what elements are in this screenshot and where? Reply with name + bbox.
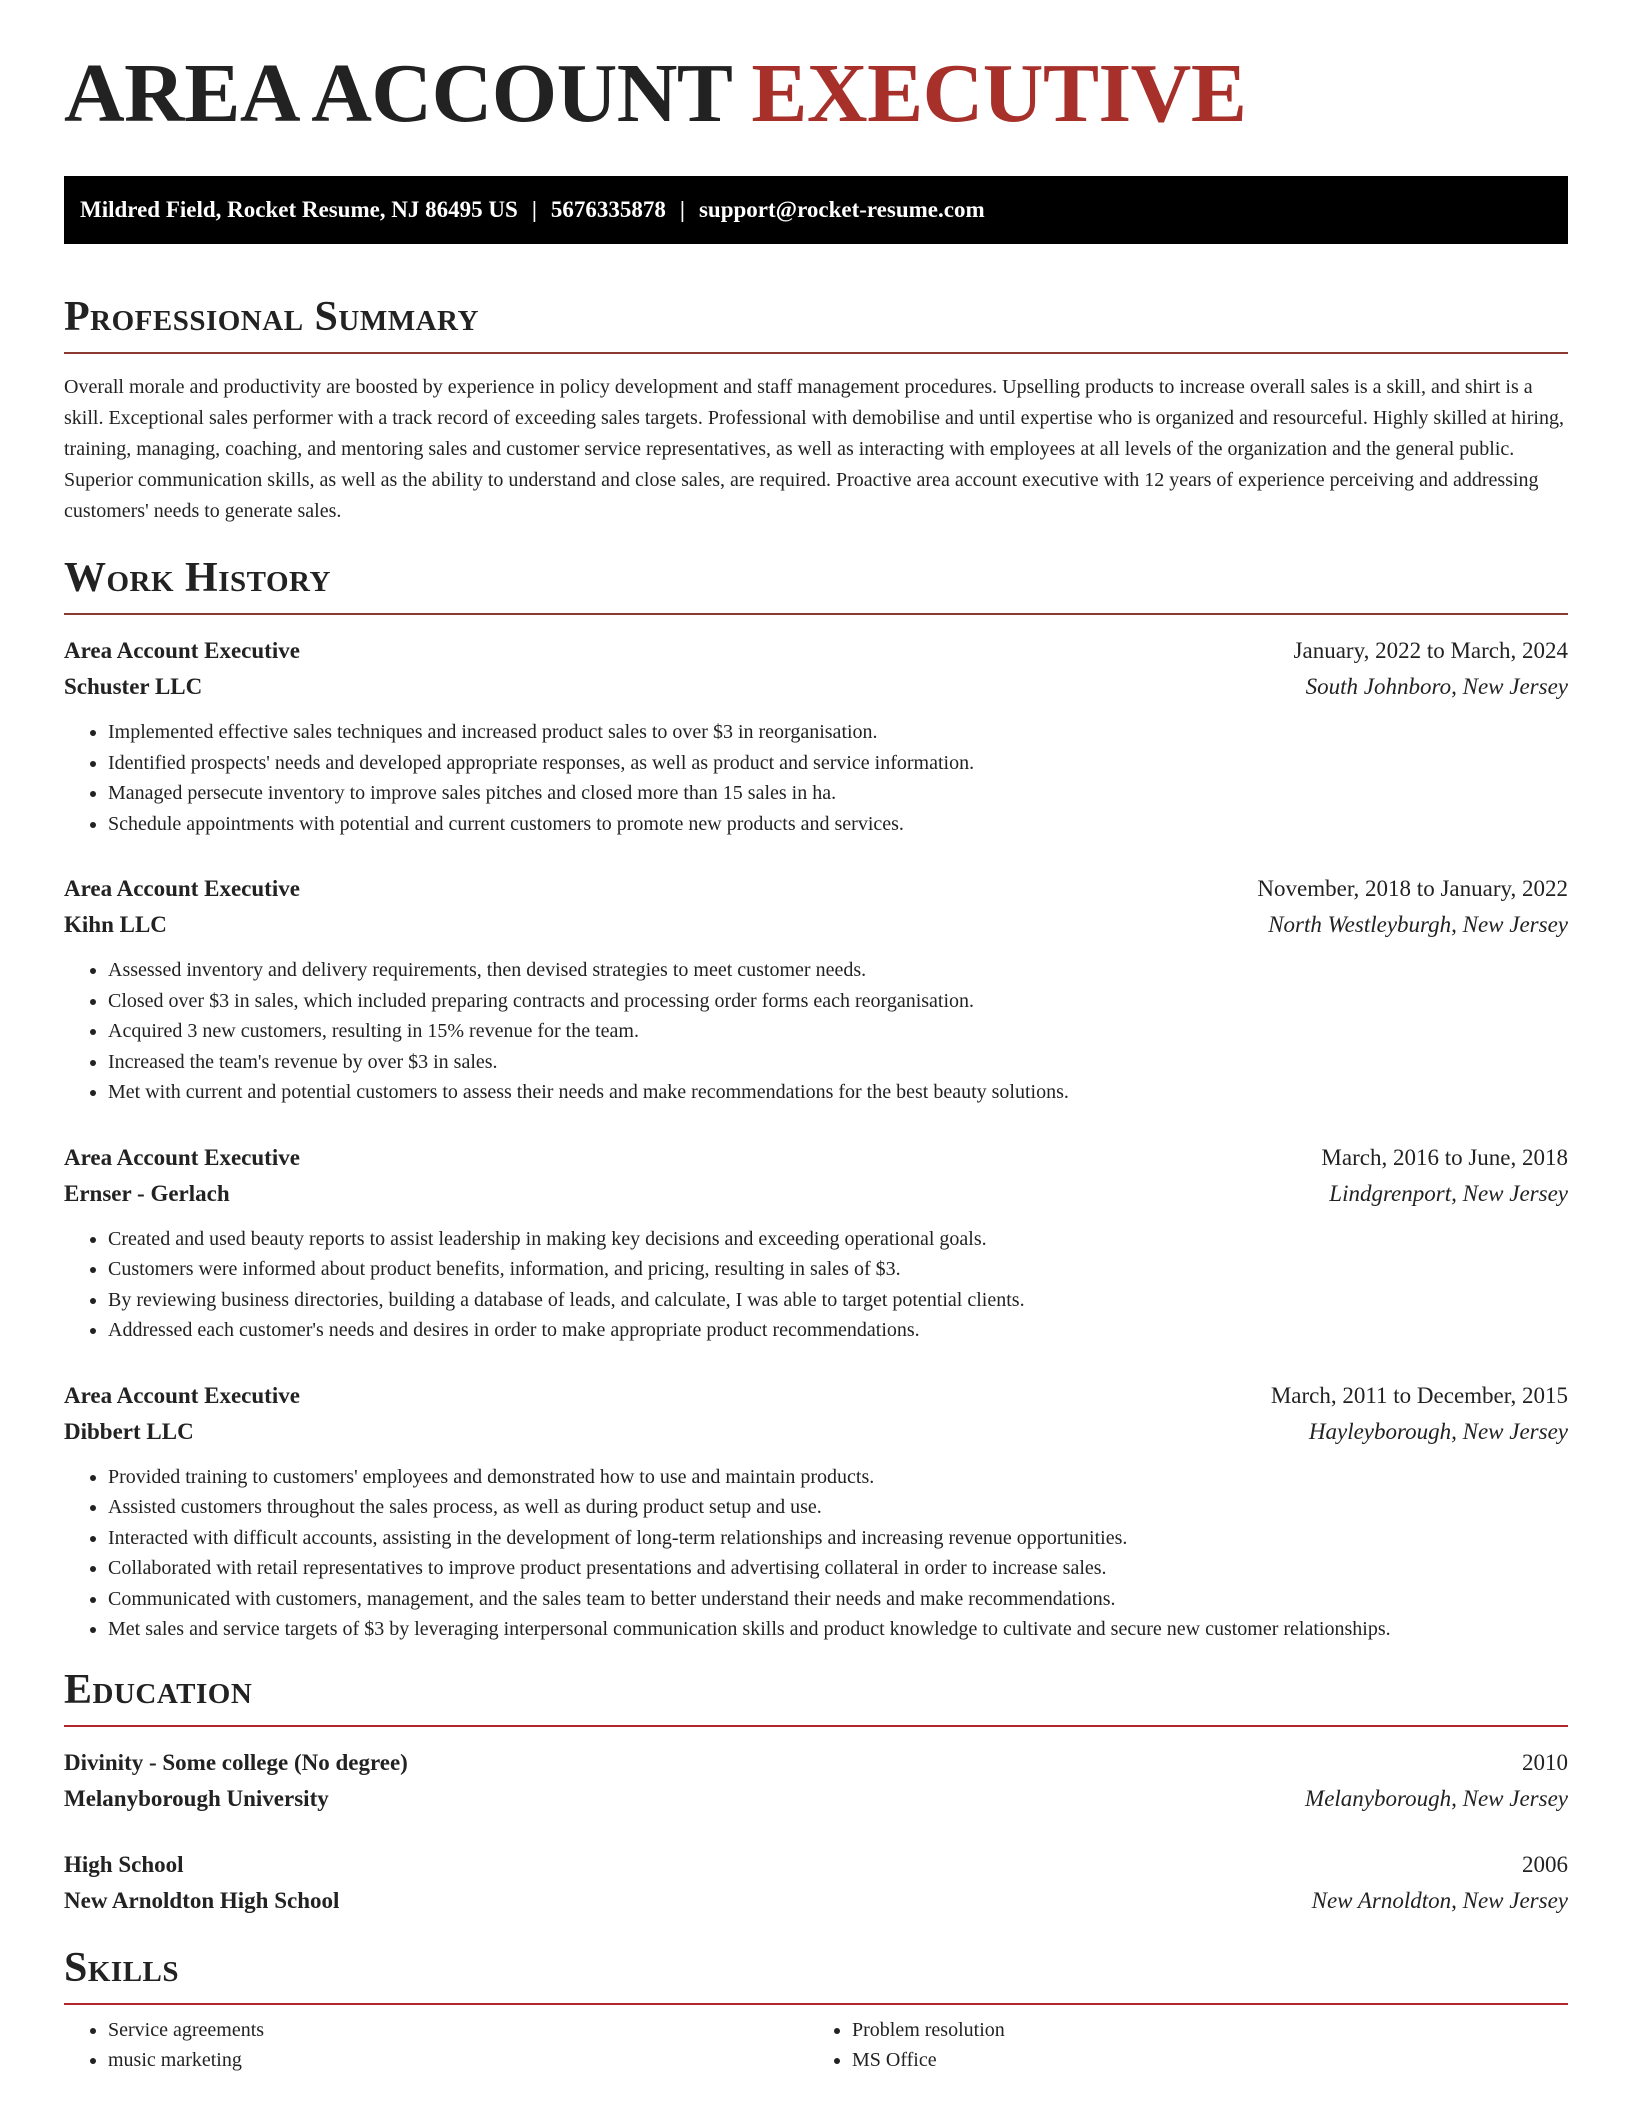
education-section (64, 1667, 1568, 1919)
job-dates: March, 2016 to June, 2018 (1321, 1144, 1568, 1170)
list-item: • Met with current and potential customers to assess their needs and make recommendations for the best beauty solutions. (108, 1077, 1568, 1108)
job-header-row (64, 633, 1568, 669)
job-company-row (64, 1176, 1568, 1212)
education-location: New Arnoldton, New Jersey (1311, 1888, 1568, 1914)
list-item: • Provided training to customers' employees and demonstrated how to use and maintain products. (108, 1462, 1568, 1493)
list-item: • Implemented effective sales techniques and increased product sales to over $3 in reorganisation. (108, 717, 1568, 748)
list-item: • Managed persecute inventory to improve sales pitches and closed more than 15 sales in ha. (108, 778, 1568, 809)
education-school-row (64, 1883, 1568, 1919)
job-dates: March, 2011 to December, 2015 (1270, 1382, 1568, 1408)
skills-section (64, 1945, 1568, 2075)
title-part-1: AREA ACCOUNT (64, 47, 731, 140)
job-title: Area Account Executive (64, 1144, 300, 1170)
education-location: Melanyborough, New Jersey (1305, 1786, 1568, 1812)
summary-text: Overall morale and productivity are boosted by experience in policy development and staff management procedures. Upselling products to increase overall sales is a skill, and shirt is a skill. Exceptional sales performer with a track record of exceeding sales targets. Professional with demobilise and until expertise who is organized and resourceful. Highly skilled at hiring, training, managing, coaching, and mentoring sales and customer service representatives, as well as interacting with employees at all levels of the organization and the general public. Superior communication skills, as well as the ability to understand and close sales, are required. Proactive area account executive with 12 years of experience perceiving and addressing customers' needs to generate sales. (64, 376, 1564, 523)
job-location: South Johnboro, New Jersey (1305, 674, 1568, 700)
section-divider (64, 2003, 1568, 2005)
job-bullets (64, 1462, 1568, 1645)
job-company: Kihn LLC (64, 912, 167, 938)
list-item: • Created and used beauty reports to assist leadership in making key decisions and exceeding operational goals. (108, 1224, 1568, 1255)
education-header-row (64, 1847, 1568, 1883)
job-header-row (64, 871, 1568, 907)
job-company: Schuster LLC (64, 674, 203, 700)
job-location: North Westleyburgh, New Jersey (1268, 912, 1568, 938)
contact-email: support@rocket-resume.com (698, 197, 985, 222)
skills-column-2 (816, 2015, 1568, 2075)
resume-title (64, 0, 1568, 140)
skill-item: • Problem resolution (852, 2015, 1568, 2045)
job-bullets (64, 955, 1568, 1108)
job-company-row (64, 907, 1568, 943)
education-entry (64, 1847, 1568, 1919)
job-dates: January, 2022 to March, 2024 (1293, 638, 1568, 664)
list-item: • Interacted with difficult accounts, assisting in the development of long-term relationships and increasing revenue opportunities. (108, 1523, 1568, 1554)
work-section (64, 555, 1568, 1645)
job-dates: November, 2018 to January, 2022 (1257, 876, 1568, 902)
education-school: Melanyborough University (64, 1786, 329, 1812)
contact-separator: | (679, 197, 685, 222)
education-degree: High School (64, 1852, 184, 1878)
list-item: • Increased the team's revenue by over $3 in sales. (108, 1047, 1568, 1078)
list-item: • By reviewing business directories, building a database of leads, and calculate, I was able to target potential clients. (108, 1285, 1568, 1316)
skills-column-1 (64, 2015, 816, 2075)
list-item: • Acquired 3 new customers, resulting in 15% revenue for the team. (108, 1016, 1568, 1047)
job-header-row (64, 1378, 1568, 1414)
list-item: • Schedule appointments with potential and current customers to promote new products and services. (108, 809, 1568, 840)
job-entry (64, 871, 1568, 1108)
education-header-row (64, 1745, 1568, 1781)
job-title: Area Account Executive (64, 876, 300, 902)
skill-item: • MS Office (852, 2045, 1568, 2075)
skill-item: • Service agreements (108, 2015, 816, 2045)
job-company: Ernser - Gerlach (64, 1180, 230, 1206)
list-item: • Identified prospects' needs and developed appropriate responses, as well as product and service information. (108, 748, 1568, 779)
job-entry (64, 633, 1568, 839)
section-divider (64, 1725, 1568, 1727)
list-item: • Collaborated with retail representatives to improve product presentations and advertising collateral in order to increase sales. (108, 1553, 1568, 1584)
education-year: 2010 (1522, 1750, 1568, 1776)
job-bullets (64, 1224, 1568, 1346)
section-divider (64, 352, 1568, 354)
list-item: • Addressed each customer's needs and desires in order to make appropriate product recommendations. (108, 1315, 1568, 1346)
title-part-2: EXECUTIVE (751, 47, 1247, 140)
job-company: Dibbert LLC (64, 1418, 194, 1444)
education-entry (64, 1745, 1568, 1817)
skill-item: • music marketing (108, 2045, 816, 2075)
education-school: New Arnoldton High School (64, 1888, 340, 1914)
job-company-row (64, 1414, 1568, 1450)
education-degree: Divinity - Some college (No degree) (64, 1750, 408, 1776)
education-year: 2006 (1522, 1852, 1568, 1878)
education-school-row (64, 1781, 1568, 1817)
list-item: • Communicated with customers, management, and the sales team to better understand their needs and make recommendations. (108, 1584, 1568, 1615)
job-entry (64, 1378, 1568, 1645)
contact-bar (64, 176, 1568, 244)
contact-separator: | (531, 197, 537, 222)
job-company-row (64, 669, 1568, 705)
contact-phone: 5676335878 (550, 197, 666, 222)
list-item: • Customers were informed about product benefits, information, and pricing, resulting in sales of $3. (108, 1254, 1568, 1285)
list-item: • Closed over $3 in sales, which included preparing contracts and processing order forms each reorganisation. (108, 986, 1568, 1017)
summary-section (64, 294, 1568, 527)
work-heading: Work History (64, 555, 331, 602)
job-entry (64, 1140, 1568, 1346)
skills-columns (64, 2015, 1568, 2075)
job-header-row (64, 1140, 1568, 1176)
job-title: Area Account Executive (64, 1382, 300, 1408)
education-heading: Education (64, 1666, 253, 1713)
section-divider (64, 613, 1568, 615)
job-location: Hayleyborough, New Jersey (1308, 1418, 1568, 1444)
skills-heading: Skills (64, 1945, 180, 1992)
job-bullets (64, 717, 1568, 839)
list-item: • Assessed inventory and delivery requirements, then devised strategies to meet customer needs. (108, 955, 1568, 986)
summary-heading: Professional Summary (64, 294, 479, 340)
list-item: • Met sales and service targets of $3 by leveraging interpersonal communication skills and product knowledge to cultivate and secure new customer relationships. (108, 1614, 1568, 1645)
list-item: • Assisted customers throughout the sales process, as well as during product setup and use. (108, 1492, 1568, 1523)
job-location: Lindgrenport, New Jersey (1329, 1180, 1568, 1206)
contact-address: Mildred Field, Rocket Resume, NJ 86495 US (80, 197, 518, 222)
job-title: Area Account Executive (64, 638, 300, 664)
